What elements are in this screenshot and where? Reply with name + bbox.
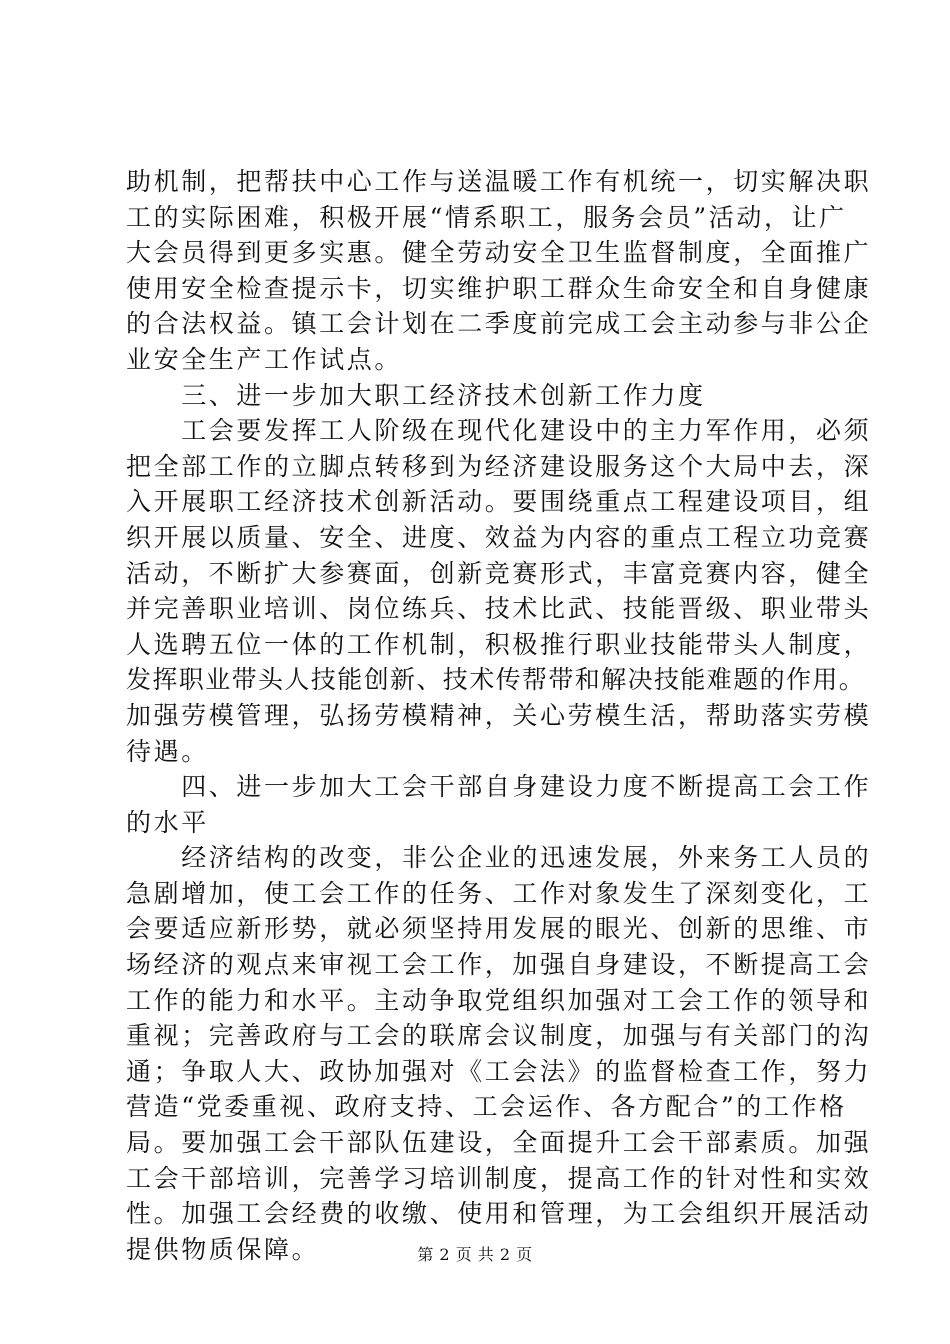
body-line: 使用安全检查提示卡，切实维护职工群众生命安全和自身健康: [126, 273, 872, 303]
body-line: 活动，不断扩大参赛面，创新竞赛形式，丰富竞赛内容，健全: [126, 558, 872, 588]
body-line: 急剧增加，使工会工作的任务、工作对象发生了深刻变化，工: [126, 878, 872, 908]
body-line: 场经济的观点来审视工会工作，加强自身建设，不断提高工会: [126, 950, 872, 980]
body-line: 性。加强工会经费的收缴、使用和管理，为工会组织开展活动: [126, 1199, 872, 1229]
body-line: 会要适应新形势，就必须坚持用发展的眼光、创新的思维、市: [126, 914, 872, 944]
body-line: 通；争取人大、政协加强对《工会法》的监督检查工作，努力: [126, 1056, 872, 1086]
body-line: 发挥职业带头人技能创新、技术传帮带和解决技能难题的作用。: [126, 665, 866, 695]
body-line: 工的实际困难，积极开展“情系职工，服务会员”活动，让广: [126, 202, 847, 232]
body-line: 业安全生产工作试点。: [126, 344, 403, 374]
body-line: 提供物质保障。: [126, 1234, 320, 1264]
body-line: 并完善职业培训、岗位练兵、技术比武、技能晋级、职业带头: [126, 594, 872, 624]
document-body: [126, 164, 872, 1267]
body-line: 助机制，把帮扶中心工作与送温暖工作有机统一，切实解决职: [126, 167, 872, 196]
body-line: 局。要加强工会干部队伍建设，全面提升工会干部素质。加强: [126, 1128, 872, 1158]
body-line: 工会要发挥工人阶级在现代化建设中的主力军作用，必须: [126, 416, 872, 446]
body-line: 的合法权益。镇工会计划在二季度前完成工会主动参与非公企: [126, 309, 872, 339]
body-line: 人选聘五位一体的工作机制，积极推行职业技能带头人制度，: [126, 629, 872, 659]
body-line: 把全部工作的立脚点转移到为经济建设服务这个大局中去，深: [126, 451, 872, 481]
body-line: 工作的能力和水平。主动争取党组织加强对工会工作的领导和: [126, 985, 872, 1015]
section-heading: 三、进一步加大职工经济技术创新工作力度: [126, 380, 706, 410]
page-number-footer: 第 2 页 共 2 页: [417, 1245, 533, 1264]
body-line: 经济结构的改变，非公企业的迅速发展，外来务工人员的: [126, 843, 872, 873]
body-line: 待遇。: [126, 736, 209, 766]
body-line: 入开展职工经济技术创新活动。要围绕重点工程建设项目，组: [126, 487, 872, 517]
section-heading: 四、进一步加大工会干部自身建设力度不断提高工会工作: [126, 772, 872, 802]
body-line: 工会干部培训，完善学习培训制度，提高工作的针对性和实效: [126, 1163, 872, 1193]
section-heading-continued: 的水平: [126, 807, 209, 837]
body-line: 加强劳模管理，弘扬劳模精神，关心劳模生活，帮助落实劳模: [126, 700, 872, 730]
body-line: 营造“党委重视、政府支持、工会运作、各方配合”的工作格: [126, 1092, 847, 1122]
body-line: 织开展以质量、安全、进度、效益为内容的重点工程立功竞赛: [126, 522, 872, 552]
body-line: 重视；完善政府与工会的联席会议制度，加强与有关部门的沟: [126, 1021, 872, 1051]
body-line: 大会员得到更多实惠。健全劳动安全卫生监督制度，全面推广: [126, 238, 872, 268]
